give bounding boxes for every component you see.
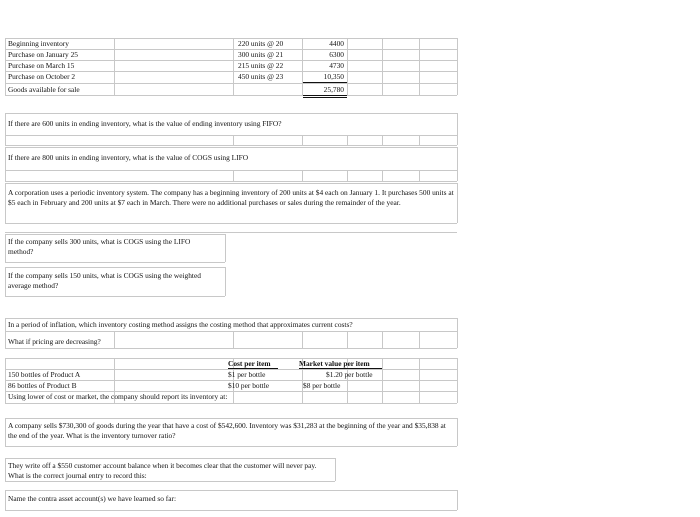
lcm-row-label: 150 bottles of Product A [8, 370, 81, 379]
question-fifo[interactable]: If there are 600 units in ending inventory, what is the value of ending inventory using FIFO? [8, 119, 282, 128]
inventory-row-value: 4400 [329, 39, 344, 48]
lcm-row-label: 86 bottles of Product B [8, 381, 77, 390]
total-underline-1 [303, 95, 347, 96]
total-label: Goods available for sale [8, 85, 80, 94]
question-turnover[interactable]: A company sells $730,300 of goods during the year that have a cost of $542,600. Inventory was $31,283 at the beginning of the year and $35,838 at the end of the year. What is the inventory turnover ratio? [8, 421, 446, 440]
lcm-note[interactable]: Using lower of cost or market, the company should report its inventory at: [8, 392, 228, 401]
inventory-row-label: Beginning inventory [8, 39, 69, 48]
inventory-row-label: Purchase on January 25 [8, 50, 78, 59]
question-writeoff[interactable]: They write off a $550 customer account balance when it becomes clear that the customer will never pay. What is the correct journal entry to record this: [8, 461, 317, 480]
lcm-row-market: $1.20 per bottle [326, 370, 373, 379]
inventory-row-value: 10,350 [323, 72, 344, 81]
question-decreasing[interactable]: What if pricing are decreasing? [8, 337, 101, 346]
total-value: 25,780 [323, 85, 344, 94]
lcm-row-cost: $10 per bottle [228, 381, 270, 390]
inventory-row-value: 4730 [329, 61, 344, 70]
inventory-row-value: 6300 [329, 50, 344, 59]
question-inflation[interactable]: In a period of inflation, which inventory costing method assigns the costing method that approximates current costs? [8, 320, 353, 329]
lcm-row-market: $8 per bottle [303, 381, 341, 390]
total-underline-2 [303, 97, 347, 98]
inventory-row-qty: 220 units @ 20 [238, 39, 284, 48]
question-corporation[interactable]: A corporation uses a periodic inventory system. The company has a beginning inventory of 200 units at $4 each on January 1. It purchases 500 units at $5 each in February and 200 units at $7 each in March. There were no additional purchases or sales during the remainder of the year. [8, 188, 454, 207]
question-sells-150[interactable]: If the company sells 150 units, what is COGS using the weighted average method? [8, 271, 201, 290]
inventory-row-label: Purchase on March 15 [8, 61, 75, 70]
inventory-row-qty: 450 units @ 23 [238, 72, 284, 81]
lcm-header-market-underline [299, 368, 382, 369]
lcm-row-cost: $1 per bottle [228, 370, 266, 379]
inventory-row-qty: 300 units @ 21 [238, 50, 284, 59]
inventory-row-qty: 215 units @ 22 [238, 61, 284, 70]
sum-underline [303, 82, 347, 83]
question-contra[interactable]: Name the contra asset account(s) we have learned so far: [8, 494, 177, 503]
inventory-row-label: Purchase on October 2 [8, 72, 76, 81]
question-lifo[interactable]: If there are 800 units in ending inventory, what is the value of COGS using LIFO [8, 153, 249, 162]
question-sells-300[interactable]: If the company sells 300 units, what is COGS using the LIFO method? [8, 237, 191, 256]
lcm-header-cost-underline [228, 368, 278, 369]
lcm-header-cost: Cost per item [228, 359, 271, 368]
lcm-header-market: Market value per item [299, 359, 370, 368]
